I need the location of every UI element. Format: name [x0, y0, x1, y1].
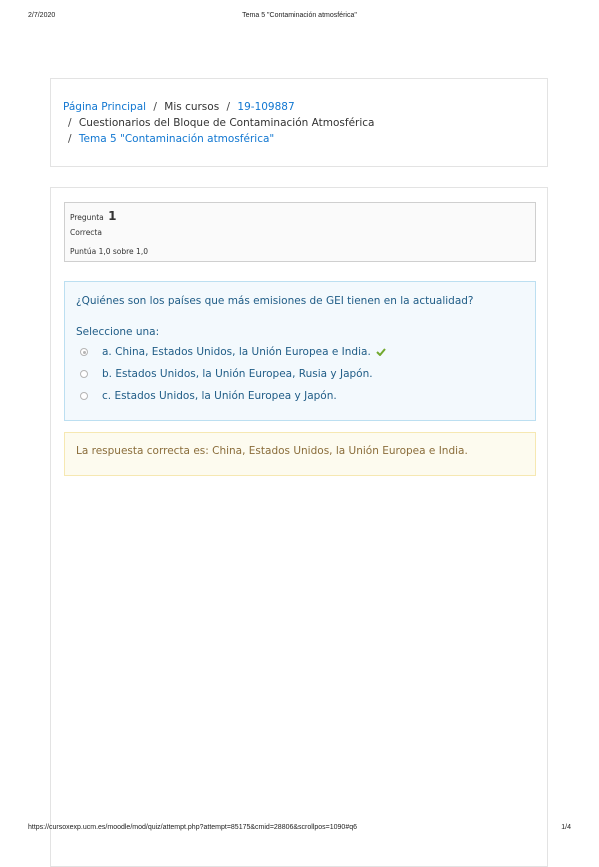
question-text: ¿Quiénes son los países que más emisiones de GEI tienen en la actualidad?	[76, 295, 474, 307]
answer-label: a. China, Estados Unidos, la Unión Europea e India.	[102, 346, 371, 358]
breadcrumb-separator: /	[226, 101, 231, 113]
question-number: 1	[108, 209, 117, 223]
print-url: https://cursoxexp.ucm.es/moodle/mod/quiz/attempt.php?attempt=85175&cmid=28806&scrollpos=1090#q6	[28, 824, 358, 831]
question-grade: Puntúa 1,0 sobre 1,0	[70, 247, 148, 256]
question-info-box	[64, 202, 536, 262]
question-label-text: Pregunta	[70, 213, 104, 222]
answer-option-a[interactable]	[80, 345, 386, 359]
breadcrumb-course-link[interactable]: 19-109887	[237, 101, 295, 113]
breadcrumb-my-courses[interactable]: Mis cursos	[164, 101, 220, 113]
correct-answer-feedback: La respuesta correcta es: China, Estados Unidos, la Unión Europea e India.	[76, 445, 468, 457]
breadcrumb-separator: /	[153, 101, 157, 113]
feedback-box	[64, 432, 536, 476]
radio-button[interactable]	[80, 392, 88, 400]
breadcrumb-line-2	[64, 117, 374, 129]
question-content-box	[64, 281, 536, 421]
print-footer	[0, 824, 599, 836]
breadcrumb-separator: /	[68, 133, 72, 145]
print-header	[0, 12, 599, 24]
answer-option-b[interactable]	[80, 367, 373, 381]
breadcrumb-separator: /	[68, 117, 72, 129]
question-state: Correcta	[70, 228, 102, 237]
answer-prompt: Seleccione una:	[76, 326, 160, 338]
print-title: Tema 5 "Contaminación atmosférica"	[242, 12, 357, 19]
answer-label: b. Estados Unidos, la Unión Europea, Rusia y Japón.	[102, 368, 373, 380]
breadcrumb-home-link[interactable]: Página Principal	[63, 101, 147, 113]
breadcrumb-line-3	[64, 133, 274, 145]
page-number: 1/4	[561, 824, 571, 831]
radio-button[interactable]	[80, 370, 88, 378]
radio-button[interactable]	[80, 348, 88, 356]
answer-label: c. Estados Unidos, la Unión Europea y Japón.	[102, 390, 337, 402]
breadcrumb-quiz-link[interactable]: Tema 5 "Contaminación atmosférica"	[78, 133, 275, 145]
print-date: 2/7/2020	[28, 12, 56, 19]
question-number-label	[70, 209, 116, 223]
breadcrumb	[63, 101, 295, 113]
check-icon	[376, 348, 386, 356]
breadcrumb-section[interactable]: Cuestionarios del Bloque de Contaminación Atmosférica	[78, 117, 375, 129]
answer-option-c[interactable]	[80, 389, 337, 403]
